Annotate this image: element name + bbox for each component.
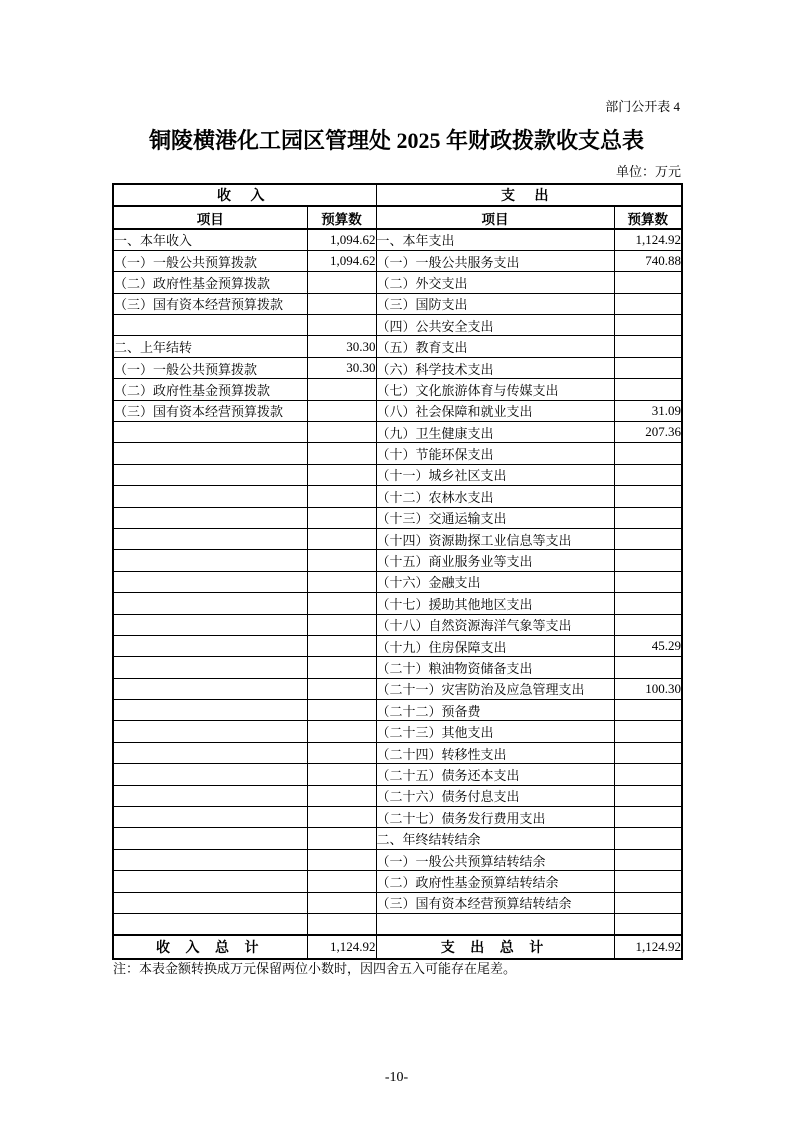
expenditure-budget-cell [614,828,682,849]
table-row [113,635,682,656]
footnote: 注：本表金额转换成万元保留两位小数时，因四舍五入可能存在尾差。 [113,961,517,976]
expenditure-item-cell: （八）社会保障和就业支出 [376,400,614,421]
table-row [113,486,682,507]
expenditure-item-cell: 二、年终结转结余 [376,828,614,849]
expenditure-item-cell: （十一）城乡社区支出 [376,464,614,485]
group-header-row [113,184,682,206]
expenditure-item-cell: （七）文化旅游体育与传媒支出 [376,379,614,400]
table-row [113,229,682,250]
table-row [113,871,682,892]
income-item-cell [113,486,307,507]
expenditure-item-cell: （十三）交通运输支出 [376,507,614,528]
income-item-cell [113,700,307,721]
income-budget-cell [307,464,376,485]
expenditure-item-cell: （二十五）债务还本支出 [376,764,614,785]
income-item-cell: （二）政府性基金预算拨款 [113,272,307,293]
income-budget-cell [307,914,376,935]
expenditure-budget-cell [614,293,682,314]
income-budget-cell [307,422,376,443]
income-item-cell [113,849,307,870]
income-item-cell [113,571,307,592]
expenditure-budget-cell [614,742,682,763]
expenditure-item-cell: （二十七）债务发行费用支出 [376,807,614,828]
income-budget-cell [307,293,376,314]
expenditure-budget-cell [614,379,682,400]
income-item-cell [113,315,307,336]
income-item-cell [113,550,307,571]
income-item-cell [113,721,307,742]
expenditure-item-cell: （二十）粮油物资储备支出 [376,657,614,678]
income-item-cell [113,635,307,656]
table-row [113,272,682,293]
expenditure-item-cell: （十九）住房保障支出 [376,635,614,656]
document-title: 铜陵横港化工园区管理处 2025 年财政拨款收支总表 [148,128,644,153]
table-row [113,742,682,763]
expenditure-budget-cell [614,486,682,507]
income-item-cell [113,892,307,913]
table-row [113,550,682,571]
table-row [113,443,682,464]
income-budget-cell [307,486,376,507]
expenditure-budget-cell [614,528,682,549]
income-budget-cell [307,700,376,721]
income-total-label: 收 入 总 计 [113,935,307,959]
expenditure-budget-cell [614,443,682,464]
income-item-cell [113,914,307,935]
income-budget-cell: 30.30 [307,357,376,378]
form-number-label: 部门公开表 4 [605,99,680,114]
expenditure-budget-cell: 1,124.92 [614,229,682,250]
income-budget-cell: 1,094.62 [307,250,376,271]
expenditure-budget-cell [614,785,682,806]
income-item-cell [113,507,307,528]
expenditure-budget-cell [614,550,682,571]
expenditure-total-label: 支 出 总 计 [376,935,614,959]
column-header-row [113,206,682,229]
expenditure-item-cell: （十二）农林水支出 [376,486,614,507]
total-row [113,935,682,959]
expenditure-budget-cell [614,272,682,293]
expenditure-item-cell: （九）卫生健康支出 [376,422,614,443]
table-row [113,785,682,806]
income-item-cell [113,764,307,785]
income-item-cell [113,871,307,892]
income-item-column-header: 项目 [113,206,307,229]
income-budget-cell [307,678,376,699]
table-row [113,357,682,378]
expenditure-budget-cell [614,571,682,592]
income-budget-cell [307,593,376,614]
table-row [113,379,682,400]
income-budget-cell [307,315,376,336]
income-budget-cell [307,635,376,656]
table-row [113,721,682,742]
income-item-cell [113,742,307,763]
expenditure-budget-cell [614,357,682,378]
expenditure-item-cell: （十六）金融支出 [376,571,614,592]
table-row [113,571,682,592]
expenditure-budget-cell [614,892,682,913]
income-item-cell [113,422,307,443]
income-item-cell [113,828,307,849]
expenditure-item-cell: 一、本年支出 [376,229,614,250]
table-row [113,250,682,271]
income-item-cell [113,443,307,464]
table-row [113,700,682,721]
table-row [113,657,682,678]
expenditure-item-cell: （一）一般公共预算结转结余 [376,849,614,870]
income-budget-cell [307,764,376,785]
income-item-cell: （三）国有资本经营预算拨款 [113,400,307,421]
expenditure-item-cell: （五）教育支出 [376,336,614,357]
income-budget-cell [307,272,376,293]
table-row [113,528,682,549]
table-row [113,400,682,421]
expenditure-item-cell: （三）国有资本经营预算结转结余 [376,892,614,913]
expenditure-item-column-header: 项目 [376,206,614,229]
expenditure-budget-cell [614,657,682,678]
income-budget-cell [307,892,376,913]
income-item-cell [113,657,307,678]
table-row [113,315,682,336]
expenditure-budget-cell: 100.30 [614,678,682,699]
income-budget-cell [307,400,376,421]
unit-label: 单位：万元 [615,164,681,179]
income-budget-cell: 30.30 [307,336,376,357]
income-budget-column-header: 预算数 [307,206,376,229]
income-budget-cell: 1,094.62 [307,229,376,250]
expenditure-item-cell: （一）一般公共服务支出 [376,250,614,271]
income-budget-cell [307,849,376,870]
expenditure-item-cell: （六）科学技术支出 [376,357,614,378]
income-item-cell: （二）政府性基金预算拨款 [113,379,307,400]
expenditure-budget-cell: 45.29 [614,635,682,656]
table-row [113,336,682,357]
expenditure-item-cell: （十七）援助其他地区支出 [376,593,614,614]
income-budget-cell [307,657,376,678]
expenditure-item-cell: （二十六）债务付息支出 [376,785,614,806]
expenditure-budget-cell: 207.36 [614,422,682,443]
income-budget-cell [307,571,376,592]
income-total-value: 1,124.92 [307,935,376,959]
expenditure-budget-cell [614,315,682,336]
income-item-cell: （一）一般公共预算拨款 [113,357,307,378]
expenditure-budget-cell: 31.09 [614,400,682,421]
income-budget-cell [307,828,376,849]
income-budget-cell [307,614,376,635]
income-budget-cell [307,807,376,828]
expenditure-budget-cell [614,464,682,485]
page-number: -10- [384,1070,409,1085]
income-budget-cell [307,528,376,549]
income-section-header: 收 入 [113,184,376,206]
expenditure-budget-cell [614,700,682,721]
expenditure-total-value: 1,124.92 [614,935,682,959]
income-item-cell [113,593,307,614]
expenditure-item-cell: （二）外交支出 [376,272,614,293]
expenditure-item-cell: （三）国防支出 [376,293,614,314]
income-item-cell [113,464,307,485]
income-item-cell [113,614,307,635]
income-item-cell [113,528,307,549]
income-item-cell [113,807,307,828]
income-item-cell [113,678,307,699]
expenditure-budget-cell [614,721,682,742]
income-budget-cell [307,443,376,464]
expenditure-budget-cell [614,764,682,785]
income-budget-cell [307,871,376,892]
expenditure-item-cell: （二十一）灾害防治及应急管理支出 [376,678,614,699]
expenditure-item-cell: （二）政府性基金预算结转结余 [376,871,614,892]
expenditure-budget-cell: 740.88 [614,250,682,271]
income-budget-cell [307,742,376,763]
table-row [113,593,682,614]
table-row [113,849,682,870]
income-budget-cell [307,550,376,571]
expenditure-item-cell: （十）节能环保支出 [376,443,614,464]
income-budget-cell [307,379,376,400]
expenditure-budget-cell [614,593,682,614]
table-body [113,229,682,935]
table-row [113,614,682,635]
expenditure-budget-cell [614,614,682,635]
expenditure-item-cell [376,914,614,935]
expenditure-section-header: 支 出 [376,184,682,206]
income-item-cell [113,785,307,806]
income-item-cell: 一、本年收入 [113,229,307,250]
expenditure-item-cell: （十五）商业服务业等支出 [376,550,614,571]
table-row [113,464,682,485]
income-budget-cell [307,721,376,742]
expenditure-item-cell: （四）公共安全支出 [376,315,614,336]
expenditure-item-cell: （二十三）其他支出 [376,721,614,742]
table-row [113,678,682,699]
income-item-cell: 二、上年结转 [113,336,307,357]
expenditure-budget-cell [614,336,682,357]
income-budget-cell [307,507,376,528]
budget-table [112,183,683,960]
income-item-cell: （一）一般公共预算拨款 [113,250,307,271]
expenditure-budget-cell [614,507,682,528]
table-row [113,764,682,785]
expenditure-budget-column-header: 预算数 [614,206,682,229]
table-row [113,914,682,935]
table-row [113,828,682,849]
income-item-cell: （三）国有资本经营预算拨款 [113,293,307,314]
expenditure-item-cell: （二十二）预备费 [376,700,614,721]
expenditure-item-cell: （二十四）转移性支出 [376,742,614,763]
table-row [113,507,682,528]
income-budget-cell [307,785,376,806]
expenditure-item-cell: （十四）资源勘探工业信息等支出 [376,528,614,549]
expenditure-budget-cell [614,849,682,870]
expenditure-budget-cell [614,914,682,935]
expenditure-budget-cell [614,807,682,828]
table-row [113,892,682,913]
expenditure-item-cell: （十八）自然资源海洋气象等支出 [376,614,614,635]
expenditure-budget-cell [614,871,682,892]
table-row [113,807,682,828]
table-row [113,422,682,443]
table-row [113,293,682,314]
